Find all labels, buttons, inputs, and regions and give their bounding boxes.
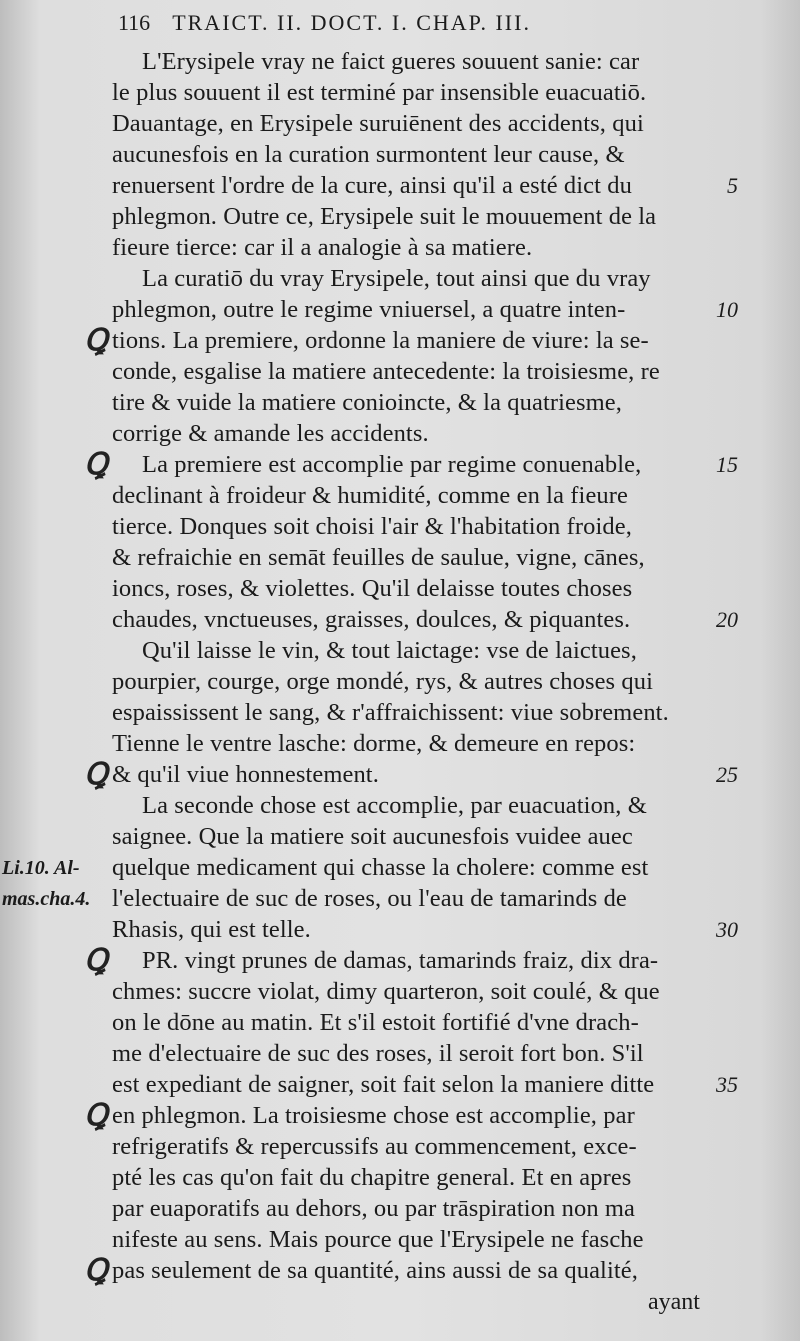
- margin-line-number: 35: [716, 1072, 738, 1097]
- text-line: refrigeratifs & repercussifs au commencement, exce-: [112, 1133, 637, 1160]
- text-line: aucunesfois en la curation surmontent leur cause, &: [112, 141, 625, 168]
- text-line: renuersent l'ordre de la cure, ainsi qu'il a esté dict du: [112, 172, 632, 199]
- paragraph-mark-icon: Ꝗ: [84, 944, 108, 977]
- text-line: chmes: succre violat, dimy quarteron, soit coulé, & que: [112, 978, 660, 1005]
- text-line: & refraichie en semāt feuilles de saulue, vigne, cānes,: [112, 544, 645, 571]
- margin-line-number: 5: [727, 173, 738, 198]
- margin-line-number: 20: [716, 607, 738, 632]
- margin-line-number: 25: [716, 762, 738, 787]
- text-line: en phlegmon. La troisiesme chose est accomplie, par: [112, 1102, 635, 1129]
- text-line: conde, esgalise la matiere antecedente: la troisiesme, re: [112, 358, 660, 385]
- catchword: ayant: [648, 1289, 700, 1315]
- text-line: on le dōne au matin. Et s'il estoit fortifié d'vne drach-: [112, 1009, 639, 1036]
- text-line: chaudes, vnctueuses, graisses, doulces, & piquantes.: [112, 606, 631, 633]
- text-line: La seconde chose est accomplie, par euacuation, &: [142, 792, 647, 819]
- text-line: par euaporatifs au dehors, ou par trāspiration non ma: [112, 1195, 636, 1222]
- text-line: tierce. Donques soit choisi l'air & l'habitation froide,: [112, 513, 632, 540]
- text-line: Rhasis, qui est telle.: [112, 916, 311, 943]
- text-line: est expediant de saigner, soit fait selon la maniere ditte: [112, 1071, 655, 1098]
- text-line: Tienne le ventre lasche: dorme, & demeure en repos:: [112, 730, 636, 757]
- text-line: me d'electuaire de suc des roses, il seroit fort bon. S'il: [112, 1040, 644, 1067]
- text-line: quelque medicament qui chasse la cholere: comme est: [112, 854, 649, 881]
- text-line: La curatiō du vray Erysipele, tout ainsi que du vray: [142, 265, 651, 292]
- text-line: & qu'il viue honnestement.: [112, 761, 379, 788]
- text-line: La premiere est accomplie par regime conuenable,: [142, 451, 642, 478]
- text-line: corrige & amande les accidents.: [112, 420, 429, 447]
- text-line: ioncs, roses, & violettes. Qu'il delaisse toutes choses: [112, 575, 633, 602]
- text-line: saignee. Que la matiere soit aucunesfois vuidee auec: [112, 823, 633, 850]
- running-head: [118, 8, 531, 38]
- text-line: Dauantage, en Erysipele suruiēnent des accidents, qui: [112, 110, 644, 137]
- text-line: l'electuaire de suc de roses, ou l'eau de tamarinds de: [112, 885, 627, 912]
- margin-line-number: 15: [716, 452, 738, 477]
- marginal-reference: Li.10. Al-: [2, 857, 80, 879]
- text-line: nifeste au sens. Mais pource que l'Erysipele ne fasche: [112, 1226, 644, 1253]
- text-line: espaississent le sang, & r'affraichissent: viue sobrement.: [112, 699, 669, 726]
- text-line: Qu'il laisse le vin, & tout laictage: vse de laictues,: [142, 637, 637, 664]
- text-line: L'Erysipele vray ne faict gueres souuent sanie: car: [142, 48, 640, 75]
- text-line: pourpier, courge, orge mondé, rys, & autres choses qui: [112, 668, 654, 695]
- text-line: phlegmon. Outre ce, Erysipele suit le mouuement de la: [112, 203, 657, 230]
- text-line: fieure tierce: car il a analogie à sa matiere.: [112, 234, 533, 261]
- marginal-reference: mas.cha.4.: [2, 888, 91, 910]
- paragraph-mark-icon: Ꝗ: [84, 758, 108, 791]
- text-line: pas seulement de sa quantité, ains aussi de sa qualité,: [112, 1257, 638, 1284]
- paragraph-mark-icon: Ꝗ: [84, 448, 108, 481]
- margin-line-number: 30: [716, 917, 738, 942]
- text-line: PR. vingt prunes de damas, tamarinds fraiz, dix dra-: [142, 947, 659, 974]
- paragraph-mark-icon: Ꝗ: [84, 1099, 108, 1132]
- margin-line-number: 10: [716, 297, 738, 322]
- text-line: le plus souuent il est terminé par insensible euacuatiō.: [112, 79, 647, 106]
- text-line: phlegmon, outre le regime vniuersel, a quatre inten-: [112, 296, 626, 323]
- text-line: pté les cas qu'on fait du chapitre general. Et en apres: [112, 1164, 632, 1191]
- paragraph-mark-icon: Ꝗ: [84, 324, 108, 357]
- page-number: 116: [118, 10, 151, 35]
- text-line: tions. La premiere, ordonne la maniere de viure: la se-: [112, 327, 649, 354]
- chapter-title: TRAICT. II. DOCT. I. CHAP. III.: [172, 10, 531, 35]
- text-line: tire & vuide la matiere conioincte, & la quatriesme,: [112, 389, 622, 416]
- paragraph-mark-icon: Ꝗ: [84, 1254, 108, 1287]
- text-line: declinant à froideur & humidité, comme en la fieure: [112, 482, 628, 509]
